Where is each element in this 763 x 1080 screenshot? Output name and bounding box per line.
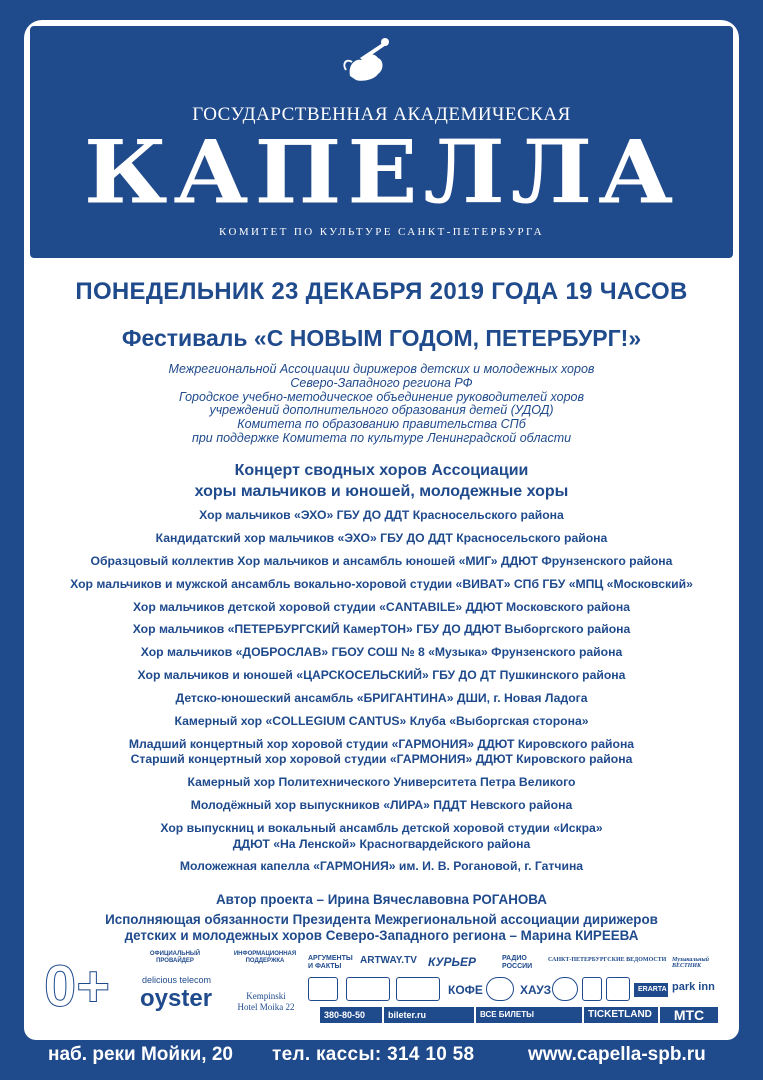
- choir-item: Детско-юношеский ансамбль «БРИГАНТИНА» ДШИ, г. Новая Ладога: [175, 691, 588, 706]
- partner-logo[interactable]: [606, 977, 630, 1001]
- partner-round-logo[interactable]: [486, 977, 514, 1001]
- mts-logo[interactable]: МТС: [660, 1007, 718, 1023]
- header-subtitle: КОМИТЕТ ПО КУЛЬТУРЕ САНКТ-ПЕТЕРБУРГА: [219, 226, 544, 238]
- choir-list: [40, 508, 723, 875]
- choir-item: Хор мальчиков «ЭХО» ГБУ ДО ДДТ Красносельского района: [199, 508, 564, 522]
- choir-item: Старший концертный хор хоровой студии «ГАРМОНИЯ» ДДЮТ Кировского района: [130, 752, 633, 767]
- choir-item: Моложежная капелла «ГАРМОНИЯ» им. И. В. Рогановой, г. Гатчина: [179, 859, 584, 874]
- concert-heading: [40, 460, 723, 502]
- khauz-logo[interactable]: ХАУЗ: [520, 983, 552, 997]
- choir-gap: [40, 638, 723, 645]
- header-top-line: ГОСУДАРСТВЕННАЯ АКАДЕМИЧЕСКАЯ: [192, 104, 571, 125]
- concert-line: Концерт сводных хоров Ассоциации: [234, 462, 529, 479]
- choir-gap: [40, 768, 723, 775]
- footer-address: наб. реки Мойки, 20: [48, 1044, 233, 1065]
- aif-logo[interactable]: АРГУМЕНТЫ И ФАКТЫ: [308, 955, 353, 970]
- organizer-line: Комитета по образованию правительства СПб: [237, 417, 526, 432]
- partner-round-logo[interactable]: [552, 977, 578, 1001]
- erarta-logo[interactable]: ERARTA: [634, 983, 668, 997]
- choir-item: Молодёжный хор выпускников «ЛИРА» ПДДТ Невского района: [190, 798, 573, 813]
- choir-gap: [40, 546, 723, 553]
- organizer-line: Северо-Западного региона РФ: [290, 375, 473, 390]
- hotel-logo[interactable]: Kempinski Hotel Moika 22: [237, 991, 295, 1012]
- muz-vestnik-logo[interactable]: Музыкальный ВЕСТНИК: [672, 957, 709, 969]
- choir-gap: [40, 852, 723, 859]
- sponsor-logos: [30, 945, 733, 1035]
- choir-gap: [40, 791, 723, 798]
- choir-gap: [40, 684, 723, 691]
- event-date: ПОНЕДЕЛЬНИК 23 ДЕКАБРЯ 2019 ГОДА 19 ЧАСОВ: [75, 278, 688, 305]
- park-inn-logo[interactable]: park inn: [672, 981, 715, 993]
- choir-item: Образцовый коллектив Хор мальчиков и ансамбль юношей «МИГ» ДДЮТ Фрунзенского района: [90, 553, 673, 568]
- age-rating: 0+: [44, 954, 111, 1019]
- provider-label: ОФИЦИАЛЬНЫЙ ПРОВАЙДЕР: [149, 951, 201, 964]
- choir-gap: [40, 592, 723, 599]
- header-title: КАПЕЛЛА: [83, 120, 680, 224]
- organizer-line: Городское учебно-методическое объединение руководителей хоров: [178, 389, 585, 404]
- president-credit: [40, 912, 723, 944]
- organizer-line: учреждений дополнительного образования детей (УДОД): [209, 403, 554, 418]
- concert-line: хоры мальчиков и юношей, молодежные хоры: [194, 483, 569, 500]
- kassir-strip[interactable]: ВСЕ БИЛЕТЫ KASSIR.RU: [476, 1007, 582, 1023]
- artway-logo[interactable]: ARTWAY.TV: [360, 955, 417, 966]
- president-line: Исполняющая обязанности Президента Межрегиональной ассоциации дирижеров: [105, 912, 658, 927]
- organizer-line: при поддержке Комитета по культуре Ленинградской области: [191, 430, 572, 445]
- choir-item: ДДЮТ «На Ленской» Красногвардейского района: [232, 836, 531, 851]
- provider-small: delicious telecom: [142, 975, 212, 985]
- choir-gap: [40, 707, 723, 714]
- choir-item: Хор мальчиков и юношей «ЦАРСКОСЕЛЬСКИЙ» ГБУ ДО ДТ Пушкинского района: [137, 668, 626, 683]
- partner-logo[interactable]: [582, 977, 602, 1001]
- choir-gap: [40, 730, 723, 737]
- footer: [0, 1040, 763, 1080]
- partner-logo[interactable]: [396, 977, 440, 1001]
- footer-website[interactable]: www.capella-spb.ru: [528, 1044, 706, 1065]
- footer-phone: тел. кассы: 314 10 58: [272, 1044, 475, 1065]
- choir-gap: [40, 814, 723, 821]
- trumpet-angel-icon: [340, 36, 392, 86]
- project-author: Автор проекта – Ирина Вячеславовна РОГАНОВА: [216, 892, 547, 907]
- kurier-logo[interactable]: КУРЬЕР: [428, 955, 477, 969]
- provider-logo[interactable]: oyster: [140, 985, 213, 1012]
- festival-title: Фестиваль «С НОВЫМ ГОДОМ, ПЕТЕРБУРГ!»: [121, 325, 642, 351]
- choir-item: Хор мальчиков и мужской ансамбль вокально-хоровой студии «ВИВАТ» СПб ГБУ «МПЦ «Московский»: [70, 576, 693, 591]
- choir-item: Хор мальчиков «ДОБРОСЛАВ» ГБОУ СОШ № 8 «Музыка» Фрунзенского района: [140, 645, 623, 660]
- organizer-line: Межрегиональной Ассоциации дирижеров детских и молодежных хоров: [168, 362, 595, 376]
- partner-logo[interactable]: [346, 977, 390, 1001]
- choir-gap: [40, 524, 723, 531]
- phone-strip[interactable]: 380-80-50: [320, 1007, 382, 1023]
- ticketland-strip[interactable]: TICKETLAND: [584, 1007, 658, 1023]
- president-line: детских и молодежных хоров Северо-Западного региона – Марина КИРЕЕВА: [124, 928, 639, 943]
- radio-russia-logo[interactable]: РАДИО РОССИИ: [502, 955, 533, 970]
- choir-item: Камерный хор Политехнического Университета Петра Великого: [187, 775, 576, 790]
- choir-item: Младший концертный хор хоровой студии «ГАРМОНИЯ» ДДЮТ Кировского района: [128, 736, 635, 751]
- choir-item: Кандидатский хор мальчиков «ЭХО» ГБУ ДО ДДТ Красносельского района: [155, 530, 608, 545]
- choir-item: Хор мальчиков детской хоровой студии «CANTABILE» ДДЮТ Московского района: [132, 599, 631, 614]
- partner-logo[interactable]: [308, 977, 338, 1001]
- bileter-strip[interactable]: bileter.ru: [384, 1007, 474, 1023]
- coffee-house-logo[interactable]: КОФЕ: [448, 983, 483, 997]
- info-support-label: ИНФОРМАЦИОННАЯ ПОДДЕРЖКА: [233, 951, 297, 964]
- choir-item: Камерный хор «COLLEGIUM CANTUS» Клуба «Выборгская сторона»: [174, 714, 589, 729]
- choir-item: Хор выпускниц и вокальный ансамбль детской хоровой студии «Искра»: [160, 821, 603, 836]
- organizers: [40, 363, 723, 446]
- choir-item: Хор мальчиков «ПЕТЕРБУРГСКИЙ КамерТОН» ГБУ ДО ДДЮТ Выборгского района: [132, 622, 631, 637]
- spb-vedomosti-logo[interactable]: САНКТ-ПЕТЕРБУРГСКИЕ ВЕДОМОСТИ: [548, 957, 667, 963]
- choir-gap: [40, 569, 723, 576]
